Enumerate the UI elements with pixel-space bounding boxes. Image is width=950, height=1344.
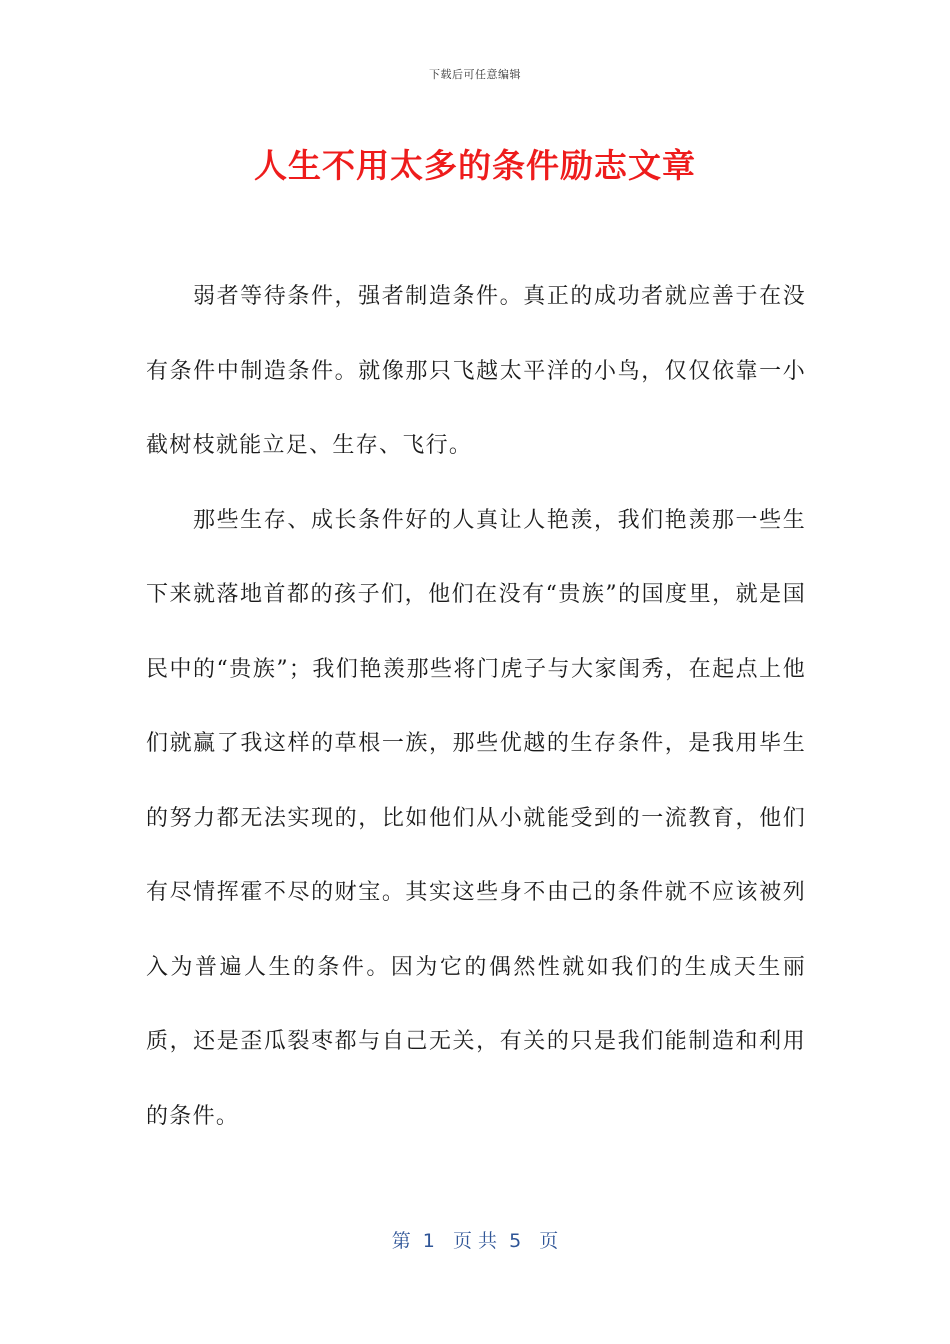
document-title: 人生不用太多的条件励志文章 [254, 146, 696, 185]
paragraph: 弱者等待条件，强者制造条件。真正的成功者就应善于在没有条件中制造条件。就像那只飞越太平洋的小鸟，仅仅依靠一小截树枝就能立足、生存、飞行。 [146, 284, 806, 458]
document-body [146, 260, 806, 1154]
page-number-footer: 第 1 页 共 5 页 [391, 1230, 559, 1252]
paragraph: 那些生存、成长条件好的人真让人艳羡，我们艳羡那一些生下来就落地首都的孩子们，他们在没有“贵族”的国度里，就是国民中的“贵族”；我们艳羡那些将门虎子与大家闺秀，在起点上他们就赢了我这样的草根一族，那些优越的生存条件，是我用毕生的努力都无法实现的，比如他们从小就能受到的一流教育，他们有尽情挥霍不尽的财宝。其实这些身不由己的条件就不应该被列入为普遍人生的条件。因为它的偶然性就如我们的生成天生丽质，还是歪瓜裂枣都与自己无关，有关的只是我们能制造和利用的条件。 [146, 507, 806, 1129]
header-note: 下载后可任意编辑 [429, 68, 521, 81]
